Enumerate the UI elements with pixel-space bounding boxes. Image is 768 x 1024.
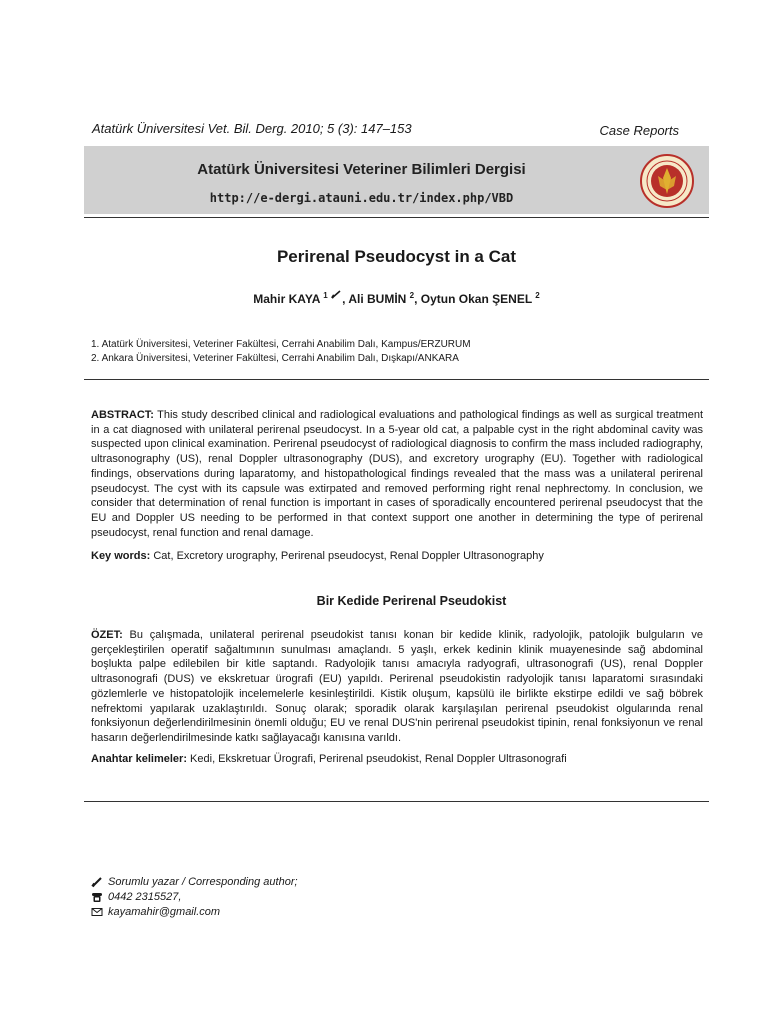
email-address[interactable]: kayamahir@gmail.com (108, 906, 221, 918)
author-affiliation-marker: 2 (535, 291, 540, 300)
corresponding-author-note (91, 876, 298, 888)
section-label: Case Reports (599, 123, 679, 138)
ozet-label: ÖZET: (91, 629, 123, 641)
author-name: Mahir KAYA (253, 292, 320, 306)
abstract (91, 408, 703, 540)
affiliation: 1. Atatürk Üniversitesi, Veteriner Fakültesi, Cerrahi Anabilim Dalı, Kampus/ERZURUM (91, 339, 471, 350)
turkish-keywords (91, 753, 567, 765)
keywords-text: Cat, Excretory urography, Perirenal pseudocyst, Renal Doppler Ultrasonography (153, 550, 544, 562)
header-rule (84, 217, 709, 218)
abstract-text: This study described clinical and radiological evaluations and pathological findings as well as surgical treatment in a cat diagnosed with unilateral perirenal pseudocyst. In a 5-year old cat, a palpable cyst in the right abdominal cavity was suspected upon clinical examination. Perirenal pseudocyst of radiological diagnosis to confirm the mass included radiography, ultrasonography (US), renal Doppler ultrasonography (DUS), and excretory urography (EU). Together with radiological findings, observations during laparatomy, and histopathological findings revealed that the mass was a unilateral perirenal pseudocyst. The cyst with its capsule was extirpated and removed performing right renal nephrectomy. In conclusion, we consider that determination of renal function is important in cases of sporadically encountered perirenal pseudocyst that the EU and Doppler US needing to be performed in that context support one another in determining the type of perirenal pseudocyst, renal function and renal damage. (91, 409, 703, 539)
corresponding-author-text: Sorumlu yazar / Corresponding author; (108, 876, 298, 888)
email-note (91, 906, 220, 918)
author-name: Ali BUMİN (348, 292, 407, 306)
section-rule (84, 379, 709, 380)
phone-icon (91, 891, 103, 903)
pen-icon (91, 876, 103, 888)
journal-url[interactable]: http://e-dergi.atauni.edu.tr/index.php/VBD (209, 191, 514, 205)
ozet-abstract (91, 628, 703, 746)
footer-rule (84, 801, 709, 802)
author-affiliation-marker: 2 (409, 291, 415, 300)
pen-icon (331, 290, 342, 299)
author-affiliation-marker: 1 (323, 291, 328, 300)
phone-note (91, 891, 181, 903)
envelope-icon (91, 906, 103, 918)
article-title: Perirenal Pseudocyst in a Cat (276, 247, 517, 266)
ozet-text: Bu çalışmada, unilateral perirenal pseudokist tanısı konan bir kedide klinik, radyolojik, patolojik bulguların ve gerçekleştirilen operatif sağaltımının sunulması amaçlandı. 5 yaşlı, erkek kedinin klinik muayenesinde sağ abdominal boşlukta palpe edilebilen bir kitle saptandı. Radyolojik tanısı amacıyla radyografi, ultrasonografi (US), renal Doppler ultrasonografi (DUS) ve ekskretuar ürografi (EU) yapıldı. Perirenal pseudokistin radyolojik tanısı laparatomi sırasındaki gözlemlerle ve histopatolojik incelemelerle kesinleştirildi. Kistik oluşum, kapsülü ile birlikte ekstirpe edildi ve sağ böbrek nefrektomi yapılarak uzaklaştırıldı. Sonuç olarak; sporadik olarak karşılaşılan perirenal pseudokist olgularında renal fonksiyonun değerlendirilmesinin önemli olduğu; EU ve renal DUS'nin perirenal pseudokist tipinin, renal fonksiyonun ve renal hasarın değerlendirilmesinde katkı sağlayacağı kanısına varıldı. (91, 629, 703, 744)
turkish-keywords-text: Kedi, Ekskretuar Ürografi, Perirenal pseudokist, Renal Doppler Ultrasonografi (190, 753, 567, 765)
journal-banner (84, 146, 709, 214)
banner-title: Atatürk Üniversitesi Veteriner Bilimleri Dergisi (197, 161, 526, 178)
author-list: Mahir KAYA $^1$ , Ali BUMİN $^2$, Oytun Okan ŞENEL $^2$ (253, 291, 540, 306)
keywords-label: Key words: (91, 550, 151, 562)
turkish-title: Bir Kedide Perirenal Pseudokist (316, 594, 507, 608)
university-seal-logo (640, 154, 694, 208)
abstract-label: ABSTRACT: (91, 409, 154, 421)
phone-number: 0442 2315527, (108, 891, 182, 903)
turkish-keywords-label: Anahtar kelimeler: (91, 753, 187, 765)
journal-reference: Atatürk Üniversitesi Vet. Bil. Derg. 2010; 5 (3): 147–153 (92, 121, 412, 136)
keywords (91, 550, 544, 562)
author-name: Oytun Okan ŞENEL (420, 292, 532, 306)
affiliation: 2. Ankara Üniversitesi, Veteriner Fakültesi, Cerrahi Anabilim Dalı, Dışkapı/ANKARA (91, 353, 459, 364)
